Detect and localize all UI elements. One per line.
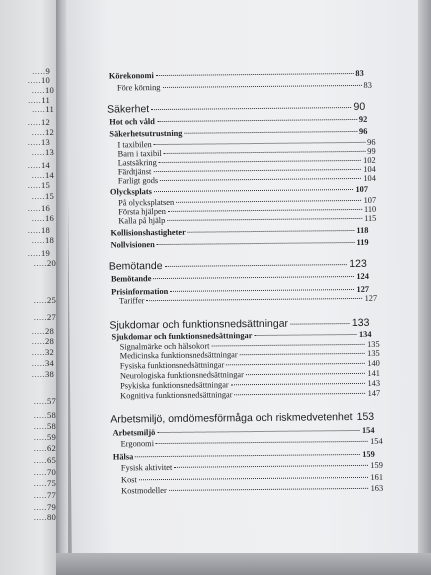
entry-label: Hälsa	[112, 452, 134, 462]
toc-entry	[119, 294, 377, 306]
page-number: 159	[362, 449, 375, 459]
left-page-number-text: 12	[45, 127, 54, 137]
left-page-number	[28, 248, 50, 258]
leader-dots: .....	[33, 478, 47, 488]
left-page-number	[28, 203, 50, 213]
left-page-number	[32, 127, 54, 137]
dot-leader	[176, 200, 361, 203]
entry-label: Kollisionshastigheter	[110, 227, 186, 238]
left-page-number	[34, 432, 56, 442]
leader-dots: .....	[31, 347, 45, 357]
dot-leader	[157, 242, 355, 245]
toc-entry	[118, 214, 376, 226]
toc-entry	[110, 226, 368, 238]
entry-label: Körekonomi	[108, 71, 154, 81]
toc-entry	[121, 473, 383, 485]
toc-section-heading	[109, 258, 367, 273]
page-number: 99	[367, 146, 376, 156]
left-page-number	[32, 336, 54, 346]
leader-dots: .....	[28, 95, 42, 105]
leader-dots: .....	[27, 248, 41, 258]
left-page	[0, 0, 58, 575]
left-page-number-text: 15	[41, 180, 50, 190]
page-number: 147	[367, 388, 381, 398]
page-number: 161	[370, 472, 384, 482]
left-page-number	[32, 170, 54, 180]
entry-label: Farligt gods	[117, 176, 159, 186]
page-number: 104	[363, 173, 376, 183]
leader-dots: .....	[33, 455, 47, 465]
left-page-number	[28, 225, 50, 235]
leader-dots: .....	[33, 512, 47, 522]
page-number: 96	[358, 126, 368, 136]
left-page-number	[34, 410, 56, 420]
leader-dots: .....	[33, 432, 47, 442]
dot-leader	[234, 393, 365, 395]
section-title: Sjukdomar och funktionsnedsättningar	[109, 317, 289, 332]
left-page-number-text: 80	[47, 512, 56, 522]
page-number: 153	[356, 410, 375, 423]
page-number: 118	[356, 225, 369, 235]
page-number: 135	[367, 339, 380, 349]
dot-leader	[154, 142, 365, 145]
entry-label: Barn i taxibil	[117, 149, 162, 159]
left-page-number-text: 38	[45, 369, 54, 379]
left-page-number-text: 28	[45, 336, 54, 346]
toc-section-heading	[110, 410, 375, 426]
page-number: 135	[367, 348, 380, 358]
left-page-number-text: 58	[47, 410, 56, 420]
page-number: 110	[363, 204, 377, 214]
left-page-number	[32, 235, 54, 245]
left-page-number	[32, 213, 54, 223]
entry-label: Hot och våld	[109, 117, 155, 127]
left-page-number-text: 19	[41, 248, 50, 258]
dot-leader	[169, 488, 369, 491]
dot-leader	[162, 85, 361, 88]
left-page-number-text: 75	[47, 478, 56, 488]
table-surface	[56, 553, 431, 575]
left-page-number	[28, 75, 50, 85]
section-title: Arbetsmiljö, omdömesförmåga och riskmedvetenhet	[110, 411, 353, 426]
left-page-number-text: 32	[45, 347, 54, 357]
left-page-number	[32, 147, 54, 157]
leader-dots: .....	[33, 258, 47, 268]
page-number: 143	[367, 378, 381, 388]
leader-dots: .....	[31, 191, 45, 201]
toc-entry	[111, 238, 369, 250]
left-page-number-text: 15	[45, 191, 54, 201]
toc-entry	[121, 484, 383, 496]
dot-leader	[246, 373, 365, 375]
leader-dots: .....	[32, 104, 46, 114]
dot-leader	[146, 298, 362, 301]
dot-leader	[153, 276, 354, 279]
dot-leader	[254, 334, 357, 336]
left-page-number	[34, 467, 56, 477]
page-number: 154	[370, 436, 383, 446]
dot-leader	[135, 454, 360, 457]
page-number: 154	[361, 425, 375, 435]
entry-label: Olycksplats	[109, 187, 152, 197]
dot-leader	[188, 230, 355, 233]
toc-entry	[121, 461, 383, 473]
dot-leader	[184, 131, 357, 134]
leader-dots: .....	[27, 180, 41, 190]
leader-dots: .....	[27, 160, 41, 170]
toc-entry	[113, 450, 375, 462]
dot-leader	[170, 289, 354, 292]
entry-label: Arbetsmiljö	[112, 428, 156, 438]
dot-leader	[168, 209, 362, 212]
left-page-number	[34, 421, 56, 431]
leader-dots: .....	[27, 225, 41, 235]
left-page-number-text: 65	[47, 455, 56, 465]
left-page-number	[32, 326, 54, 336]
page-number: 141	[367, 368, 380, 378]
leader-dots: .....	[31, 235, 45, 245]
toc-entry	[117, 81, 372, 93]
left-page-number	[32, 369, 54, 379]
leader-dots: .....	[31, 326, 45, 336]
entry-label: Psykiska funktionsnedsättningar	[119, 380, 229, 391]
entry-label: Ergonomi	[120, 439, 155, 449]
page-number: 90	[353, 100, 366, 113]
left-page-number	[32, 104, 54, 114]
leader-dots: .....	[31, 213, 45, 223]
left-page-number	[32, 85, 54, 95]
section-title: Säkerhet	[107, 103, 150, 116]
leader-dots: .....	[33, 421, 47, 431]
left-page-number-text: 10	[41, 75, 50, 85]
left-page-number-text: 62	[47, 443, 56, 453]
page-number: 115	[363, 213, 377, 223]
left-page-number	[28, 180, 50, 190]
left-page-number-text: 70	[47, 467, 56, 477]
left-page-number	[32, 191, 54, 201]
entry-label: Första hjälpen	[118, 206, 166, 217]
leader-dots: .....	[31, 358, 45, 368]
page-number: 104	[363, 164, 376, 174]
entry-label: Kost	[120, 475, 137, 485]
entry-label: Färdtjänst	[117, 167, 152, 177]
entry-label: Fysisk aktivitet	[120, 462, 173, 473]
dot-leader	[154, 189, 354, 192]
left-page-number	[34, 443, 56, 453]
leader-dots: .....	[31, 85, 45, 95]
page-number: 123	[349, 257, 367, 271]
left-page-number	[32, 347, 54, 357]
left-page-number	[32, 358, 54, 368]
entry-label: Tariffer	[119, 296, 145, 306]
entry-label: Kalla på hjälp	[118, 215, 166, 226]
dot-leader	[156, 441, 368, 444]
page-number: 127	[364, 293, 378, 303]
entry-label: Neurologiska funktionsnedsättningar	[119, 370, 244, 381]
page-number: 140	[367, 358, 380, 368]
page-number: 96	[367, 137, 376, 147]
left-page-number	[34, 490, 56, 500]
dot-leader	[290, 323, 350, 325]
dot-leader	[240, 353, 366, 355]
leader-dots: .....	[33, 396, 47, 406]
left-page-number	[34, 512, 56, 522]
entry-label: I taxibilen	[117, 140, 152, 150]
left-page-number	[34, 396, 56, 406]
leader-dots: .....	[27, 203, 41, 213]
section-title: Bemötande	[108, 260, 163, 273]
toc-entry	[121, 437, 383, 449]
toc-entry	[109, 69, 364, 81]
entry-label: Bemötande	[110, 274, 152, 284]
left-page-number	[28, 160, 50, 170]
left-page-number-text: 13	[41, 137, 50, 147]
left-page-number-text: 14	[45, 170, 54, 180]
dot-leader	[153, 169, 361, 172]
leader-dots: .....	[33, 312, 47, 322]
leader-dots: .....	[31, 170, 45, 180]
page-number: 102	[363, 155, 376, 165]
leader-dots: .....	[33, 443, 47, 453]
left-page-number-text: 16	[41, 203, 50, 213]
toc-entry	[110, 185, 368, 197]
left-page-number	[28, 137, 50, 147]
left-page-number	[28, 117, 50, 127]
leader-dots: .....	[33, 490, 47, 500]
leader-dots: .....	[31, 336, 45, 346]
toc-entry	[111, 272, 369, 284]
toc-entry	[112, 426, 374, 438]
leader-dots: .....	[33, 467, 47, 477]
page-number: 133	[351, 316, 370, 330]
leader-dots: .....	[27, 117, 41, 127]
left-page-number-text: 9	[45, 66, 50, 76]
dot-leader	[139, 477, 369, 480]
dot-leader	[164, 151, 365, 154]
left-page-number-text: 57	[47, 396, 56, 406]
page-number: 92	[358, 114, 368, 124]
toc-section-heading	[107, 101, 365, 116]
toc-entry	[118, 174, 376, 186]
left-page-number-text: 59	[47, 432, 56, 442]
left-page-number-text: 11	[41, 95, 50, 105]
leader-dots: .....	[31, 369, 45, 379]
left-page-number-text: 10	[45, 85, 54, 95]
left-page-number-text: 28	[45, 326, 54, 336]
dot-leader	[159, 160, 361, 163]
entry-label: Kognitiva funktionsnedsättningar	[120, 390, 233, 401]
toc-entry	[120, 389, 380, 401]
left-page-number	[34, 455, 56, 465]
leader-dots: .....	[27, 137, 41, 147]
left-page-number-text: 58	[47, 421, 56, 431]
dot-leader	[226, 363, 365, 365]
left-page-number	[34, 295, 56, 305]
page-number: 119	[356, 237, 369, 247]
page-number: 127	[356, 284, 370, 294]
entry-label: Signalmärke och hälsokort	[119, 341, 210, 352]
entry-label: Sjukdomar och funktionsnedsättningar	[111, 331, 253, 342]
entry-label: Prisinformation	[111, 286, 169, 297]
dot-leader	[160, 178, 361, 181]
left-page-number-text: 34	[45, 358, 54, 368]
page-number: 124	[356, 271, 369, 281]
left-page-number-text: 11	[45, 104, 54, 114]
left-page-number-text: 27	[47, 312, 56, 322]
left-page-number-text: 77	[47, 490, 56, 500]
dot-leader	[211, 344, 365, 347]
toc-page	[66, 0, 427, 575]
left-page-number-text: 20	[47, 258, 56, 268]
leader-dots: .....	[31, 127, 45, 137]
left-page-number	[34, 258, 56, 268]
toc-entry	[109, 127, 367, 139]
page-edge	[418, 0, 431, 575]
page-number: 107	[363, 195, 377, 205]
entry-label: Före körning	[116, 83, 161, 93]
leader-dots: .....	[33, 410, 47, 420]
page-number: 107	[355, 184, 369, 194]
dot-leader	[167, 218, 362, 221]
leader-dots: .....	[31, 147, 45, 157]
entry-label: Fysiska funktionsnedsättningar	[119, 360, 225, 371]
toc-entry	[109, 115, 367, 127]
left-page-number	[34, 312, 56, 322]
left-page-number-text: 18	[45, 235, 54, 245]
left-page-number-text: 16	[45, 213, 54, 223]
page-number: 83	[355, 68, 364, 78]
left-page-number-text: 25	[47, 295, 56, 305]
left-page-number-text: 12	[41, 117, 50, 127]
page-number: 159	[370, 460, 383, 470]
entry-label: Kostmodeller	[121, 485, 167, 496]
dot-leader	[157, 119, 357, 122]
leader-dots: .....	[32, 66, 46, 76]
left-page-number-text: 14	[41, 160, 50, 170]
left-page-number-text: 79	[47, 502, 56, 512]
dot-leader	[157, 430, 360, 433]
dot-leader	[156, 73, 354, 76]
entry-label: Säkerhetsutrustning	[109, 128, 183, 139]
left-page-number	[34, 478, 56, 488]
entry-label: Nollvisionen	[110, 240, 155, 250]
page-number: 83	[363, 80, 372, 90]
entry-label: Lastsäkring	[117, 158, 157, 168]
page-number: 134	[358, 329, 372, 339]
page-number: 163	[370, 483, 384, 493]
entry-label: Medicinska funktionsnedsättningar	[119, 350, 238, 361]
left-page-number	[34, 502, 56, 512]
leader-dots: .....	[33, 295, 47, 305]
dot-leader	[174, 465, 368, 468]
dot-leader	[231, 383, 366, 385]
leader-dots: .....	[27, 75, 41, 85]
left-page-number-text: 13	[45, 147, 54, 157]
entry-label: På olycksplatsen	[118, 197, 175, 208]
leader-dots: .....	[33, 502, 47, 512]
left-page-number-text: 18	[41, 225, 50, 235]
dot-leader	[151, 107, 351, 110]
dot-leader	[165, 264, 348, 267]
